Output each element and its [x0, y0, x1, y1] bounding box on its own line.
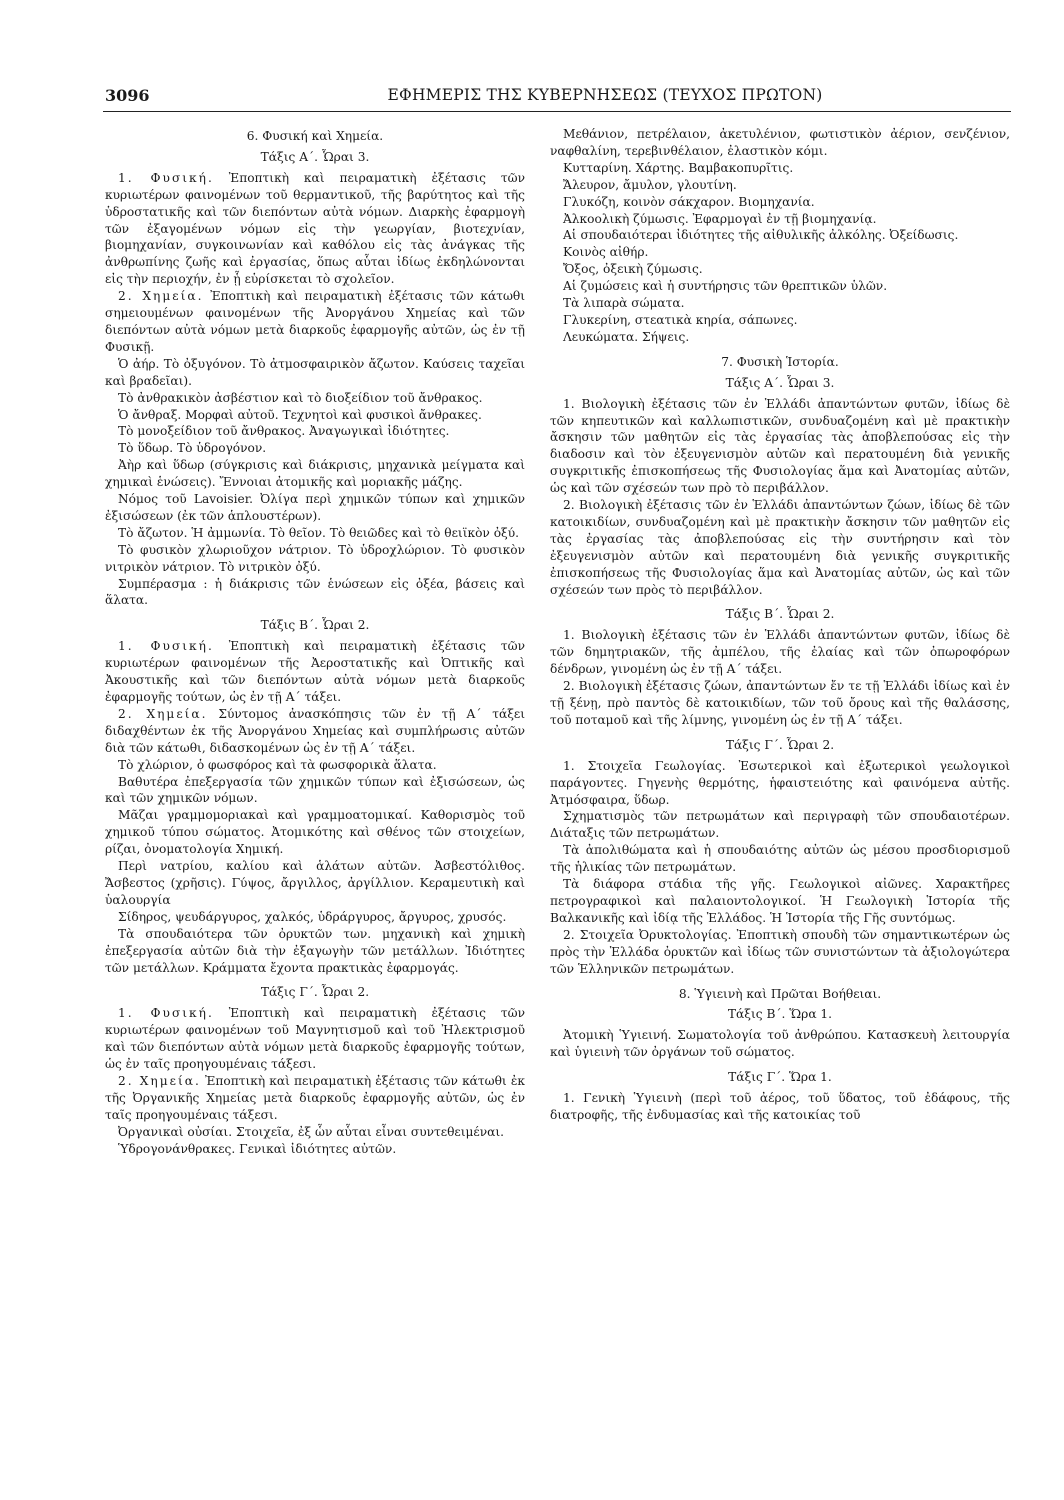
item-text: Ἐποπτικὴ καὶ πειραματικὴ ἐξέτασις τῶν κυριωτέρων φαινομένων τῆς Ἀεροστατικῆς καὶ Ὀπτικῆς καὶ Ἀκουστικῆς καὶ τῶν διεπόντων αὐτὰ νόμων μετὰ διαρκοῦς ἐφαρμογῆς τούτων, ὡς ἐν τῇ Α΄ τάξει. — [105, 639, 525, 704]
paragraph — [105, 1005, 525, 1073]
paragraph: 2. Βιολογικὴ ἐξέτασις τῶν ἐν Ἑλλάδι ἀπαντώντων ζώων, ἰδίως δὲ τῶν κατοικιδίων, συνδυαζομένη καὶ μὲ πρακτικὴν ἄσκησιν τῶν μαθητῶν εἰς τὰς ἐργασίας τὰς ἀποβλεπούσας εἰς τὴν συντήρησιν καὶ τὸν ἐξευγενισμὸν αὐτῶν καὶ περατουμένη διὰ γενικῆς συγκριτικῆς ἐπισκοπήσεως τῆς Φυσιολογίας ἅμα καὶ Ἀνατομίας αὐτῶν, ὡς καὶ τῶν σχέσεών των πρὸς τὸ περιβάλλον. — [550, 498, 1010, 597]
publication-title: ΕΦΗΜΕΡΙΣ ΤΗΣ ΚΥΒΕΡΝΗΣΕΩΣ (ΤΕΥΧΟΣ ΠΡΩΤΟΝ) — [387, 86, 823, 104]
paragraph: Τὸ μονοξείδιον τοῦ ἄνθρακος. Ἀναγωγικαὶ ἰδιότητες. — [118, 424, 450, 439]
paragraph: Τὸ χλώριον, ὁ φωσφόρος καὶ τὰ φωσφορικὰ ἅλατα. — [118, 757, 437, 772]
paragraph: Βαθυτέρα ἐπεξεργασία τῶν χημικῶν τύπων καὶ ἐξισώσεων, ὡς καὶ τῶν χημικῶν νόμων. — [105, 774, 525, 806]
item-text: Ἐποπτικὴ καὶ πειραματικὴ ἐξέτασις τῶν κάτωθι σημειουμένων φαινομένων τῆς Ἀνοργάνου Χημείας καὶ τῶν διεπόντων αὐτὰ νόμων μετὰ διαρκοῦς ἐφαρμογῆς αὐτῶν, ὡς ἐν τῇ Φυσικῇ. — [105, 289, 526, 354]
paragraph: Ἀτομικὴ Ὑγιεινή. Σωματολογία τοῦ ἀνθρώπου. Κατασκευὴ λειτουργία καὶ ὑγιεινὴ τῶν ὀργάνων τοῦ σώματος. — [550, 1028, 1010, 1060]
paragraph: Τὸ ἀνθρακικὸν ἀσβέστιον καὶ τὸ διοξείδιον τοῦ ἄνθρακος. — [118, 390, 483, 405]
section-title: 8. Ὑγιεινὴ καὶ Πρῶται Βοήθειαι. — [678, 986, 882, 1001]
paragraph: Τὰ λιπαρὰ σώματα. — [563, 296, 685, 311]
class-heading: Τάξις Γ΄. Ὧραι 2. — [260, 985, 370, 1000]
left-column — [105, 126, 525, 1157]
paragraph: Σίδηρος, ψευδάργυρος, χαλκός, ὑδράργυρος, ἄργυρος, χρυσός. — [118, 909, 507, 924]
page-number: 3096 — [105, 86, 150, 105]
item-label: 2. Χημεία. — [118, 706, 208, 721]
item-label: 1. Φυσική. — [118, 170, 214, 185]
class-heading: Τάξις Β΄. Ὧραι 2. — [725, 607, 835, 622]
paragraph: Ἀλκοολικὴ ζύμωσις. Ἐφαρμογαὶ ἐν τῇ βιομηχανίᾳ. — [563, 211, 877, 226]
paragraph: Συμπέρασμα : ἡ διάκρισις τῶν ἑνώσεων εἰς ὀξέα, βάσεις καὶ ἅλατα. — [105, 576, 525, 608]
paragraph: Τὰ ἀπολιθώματα καὶ ἡ σπουδαιότης αὐτῶν ὡς μέσου προσδιορισμοῦ τῆς ἡλικίας τῶν πετρωμάτων. — [550, 843, 1010, 875]
paragraph: Τὸ ἄζωτον. Ἡ ἀμμωνία. Τὸ θεῖον. Τὸ θειῶδες καὶ τὸ θειϊκὸν ὀξύ. — [118, 525, 520, 540]
paragraph — [105, 638, 525, 706]
paragraph: 1. Βιολογικὴ ἐξέτασις τῶν ἐν Ἑλλάδι ἀπαντώντων φυτῶν, ἰδίως δὲ τῶν δημητριακῶν, τῆς ἀμπέλου, τῆς ἐλαίας καὶ τῶν ὀπωροφόρων δένδρων, γινομένη ὡς ἐν τῇ Α΄ τάξει. — [550, 628, 1010, 677]
item-text: Ἐποπτικὴ καὶ πειραματικὴ ἐξέτασις τῶν κάτωθι ἐκ τῆς Ὀργανικῆς Χημείας μετὰ διαρκοῦς ἐφαρμογῆς αὐτῶν, ὡς ἐν ταῖς προηγουμέναις τάξεσι. — [105, 1073, 525, 1122]
item-text: Ἐποπτικὴ καὶ πειραματικὴ ἐξέτασις τῶν κυριωτέρων φαινομένων τοῦ θερμαντικοῦ, τῆς βαρύτητος καὶ τῆς ὑδροστατικῆς καὶ τῶν διεπόντων αὐτὰ νόμων. Διαρκὴς ἐφαρμογὴ τῶν ἐξαγομένων νόμων εἰς τὴν γεωργίαν, βιοτεχνίαν, βιομηχανίαν, συγκοινωνίαν καὶ καθόλου εἰς τὰς ἀνάγκας τῆς ἀνθρωπίνης ζωῆς καὶ ἐργασίας, ὅπως αὗται ἰδίως ἐκδηλώνονται εἰς τὴν περιοχήν, ἐν ᾗ εὑρίσκεται τὸ σχολεῖον. — [105, 170, 525, 287]
item-label: 2. Χημεία. — [118, 1073, 201, 1088]
paragraph — [105, 170, 525, 288]
paragraph: 1. Βιολογικὴ ἐξέτασις τῶν ἐν Ἑλλάδι ἀπαντώντων φυτῶν, ἰδίως δὲ τῶν κηπευτικῶν καὶ καλλωπιστικῶν, συνδυαζομένη καὶ μὲ πρακτικὴν ἄσκησιν τῶν μαθητῶν εἰς τὰς ἐργασίας τὰς ἀποβλεπούσας εἰς τὴν διαδοσιν καὶ τὸν ἐξευγενισμὸν αὐτῶν καὶ περατουμένη διὰ γενικῆς συγκριτικῆς ἐπισκοπήσεως τῆς Φυσιολογίας ἅμα καὶ Ἀνατομίας αὐτῶν, ὡς καὶ τῶν σχέσεών των πρὸ τὸ περιβάλλον. — [550, 396, 1010, 496]
paragraph: Ἄλευρον, ἄμυλον, γλουτίνη. — [563, 177, 737, 192]
paragraph: Σχηματισμὸς τῶν πετρωμάτων καὶ περιγραφὴ τῶν σπουδαιοτέρων. Διάταξις τῶν πετρωμάτων. — [550, 809, 1010, 841]
item-text: Σύντομος ἀνασκόπησις τῶν ἐν τῇ Α΄ τάξει διδαχθέντων ἐκ τῆς Ἀνοργάνου Χημείας καὶ συμπλήρωσις αὐτῶν διὰ τῶν κάτωθι, διδασκομένων ὡς ἐν τῇ Α΄ τάξει. — [105, 706, 526, 755]
paragraph: Γλυκόζη, κοινὸν σάκχαρον. Βιομηχανία. — [563, 194, 815, 209]
paragraph — [105, 706, 525, 757]
paragraph: Αἱ σπουδαιότεραι ἰδιότητες τῆς αἰθυλικῆς ἀλκόλης. Ὀξείδωσις. — [563, 228, 959, 243]
item-label: 1. Φυσική. — [118, 639, 214, 654]
paragraph: Ὑδρογονάνθρακες. Γενικαὶ ἰδιότητες αὐτῶν. — [118, 1141, 397, 1156]
paragraph: Λευκώματα. Σήψεις. — [563, 329, 690, 344]
class-heading: Τάξις Α΄. Ὧραι 3. — [260, 149, 370, 164]
paragraph: Νόμος τοῦ Lavoisier. Ὀλίγα περὶ χημικῶν τύπων καὶ χημικῶν ἐξισώσεων (ἐκ τῶν ἁπλουστέρων). — [105, 492, 525, 523]
class-heading: Τάξις Β΄. Ὥρα 1. — [727, 1007, 833, 1022]
paragraph: Κυτταρίνη. Χάρτης. Βαμβακοπυρῖτις. — [563, 160, 794, 175]
item-label: 2. Χημεία. — [118, 289, 204, 304]
paragraph: Γλυκερίνη, στεατικὰ κηρία, σάπωνες. — [563, 312, 798, 327]
paragraph: Κοινὸς αἰθήρ. — [563, 245, 649, 260]
paragraph: Τὰ διάφορα στάδια τῆς γῆς. Γεωλογικοὶ αἰῶνες. Χαρακτῆρες πετρογραφικοὶ καὶ παλαιοντολογικοί. Ἡ Γεωλογικὴ Ἱστορία τῆς Βαλκανικῆς καὶ ἰδίᾳ τῆς Ἑλλάδος. Ἡ Ἱστορία τῆς Γῆς συντόμως. — [550, 877, 1010, 925]
paragraph: Αἱ ζυμώσεις καὶ ἡ συντήρησις τῶν θρεπτικῶν ὑλῶν. — [563, 279, 888, 294]
page-header — [105, 86, 1010, 112]
item-label: 1. Φυσική. — [118, 1006, 214, 1021]
paragraph: Ὄξος, ὀξεικὴ ζύμωσις. — [563, 262, 703, 277]
right-column — [550, 126, 1010, 1124]
header-rule — [103, 111, 1011, 112]
paragraph: Περὶ νατρίου, καλίου καὶ ἁλάτων αὐτῶν. Ἀσβεστόλιθος. Ἄσβεστος (χρῆσις). Γύψος, ἄργιλλος, ἀργίλλιον. Κεραμευτικὴ καὶ ὑαλουργία — [105, 859, 525, 907]
paragraph: Μᾶζαι γραμμομοριακαὶ καὶ γραμμοατομικαί. Καθορισμὸς τοῦ χημικοῦ τύπου σώματος. Ἀτομικότης καὶ σθένος τῶν στοιχείων, ρίζαι, ὀνοματολογία Χημική. — [105, 808, 525, 857]
section-title: 7. Φυσικὴ Ἱστορία. — [721, 354, 839, 369]
paragraph: Μεθάνιον, πετρέλαιον, ἀκετυλένιον, φωτιστικὸν ἀέριον, σενζένιον, ναφθαλίνη, τερεβινθέλαιον, ἐλαστικὸν κόμι. — [550, 127, 1010, 158]
paragraph: Ὁ ἀήρ. Τὸ ὀξυγόνον. Τὸ ἀτμοσφαιρικὸν ἄζωτον. Καύσεις ταχεῖαι καὶ βραδεῖαι). — [105, 356, 525, 388]
section-title: 6. Φυσική καὶ Χημεία. — [246, 129, 384, 143]
paragraph — [105, 1073, 525, 1124]
paragraph: 2. Βιολογικὴ ἐξέτασις ζώων, ἀπαντώντων ἔν τε τῇ Ἑλλάδι ἰδίως καὶ ἐν τῇ ξένῃ, πρὸ παντὸς δὲ κατοικιδίων, τῶν τοῦ ὄρους καὶ τῆς θαλάσσης, τοῦ ποταμοῦ καὶ τῆς λίμνης, γινομένη ὡς ἐν τῇ Α΄ τάξει. — [550, 679, 1010, 727]
class-heading: Τάξις Α΄. Ὧραι 3. — [725, 375, 835, 390]
class-heading: Τάξις Γ΄. Ὥρα 1. — [728, 1070, 832, 1085]
paragraph: Τὰ σπουδαιότερα τῶν ὀρυκτῶν των. μηχανικὴ καὶ χημικὴ ἐπεξεργασία αὐτῶν διὰ τὴν ἐξαγωγὴν τῶν μετάλλων. Ἰδιότητες τῶν μετάλλων. Κράμματα ἔχοντα πρακτικὰς ἐφαρμογάς. — [105, 926, 525, 975]
class-heading: Τάξις Β΄. Ὧραι 2. — [260, 618, 370, 633]
class-heading: Τάξις Γ΄. Ὧραι 2. — [725, 737, 835, 752]
paragraph: Ὁ ἄνθραξ. Μορφαὶ αὐτοῦ. Τεχνητοὶ καὶ φυσικοὶ ἄνθρακες. — [118, 407, 482, 422]
paragraph: Ὀργανικαὶ οὐσίαι. Στοιχεῖα, ἐξ ὧν αὗται εἶναι συντεθειμέναι. — [118, 1124, 505, 1139]
paragraph: 1. Στοιχεῖα Γεωλογίας. Ἐσωτερικοὶ καὶ ἐξωτερικοὶ γεωλογικοὶ παράγοντες. Γηγενὴς θερμότης, ἡφαιστειότης καὶ φαινόμενα αὐτῆς. Ἀτμόσφαιρα, ὕδωρ. — [550, 758, 1010, 807]
paragraph: Τὸ φυσικὸν χλωριοῦχον νάτριον. Τὸ ὑδροχλώριον. Τὸ φυσικὸν νιτρικὸν νάτριον. Τὸ νιτρικὸν ὀξύ. — [105, 542, 525, 574]
item-text: Ἐποπτικὴ καὶ πειραματικὴ ἐξέτασις τῶν κυριωτέρων φαινομένων τοῦ Μαγνητισμοῦ καὶ τοῦ Ἠλεκτρισμοῦ καὶ τῶν διεπόντων αὐτὰ νόμων μετὰ διαρκοῦς ἐφαρμογῆς τούτων, ὡς ἐν ταῖς προηγουμέναις τάξεσι. — [105, 1006, 525, 1072]
paragraph: Τὸ ὕδωρ. Τὸ ὑδρογόνον. — [118, 441, 267, 456]
paragraph: Ἀὴρ καὶ ὕδωρ (σύγκρισις καὶ διάκρισις, μηχανικὰ μείγματα καὶ χημικαὶ ἑνώσεις). Ἔννοιαι ἀτομικῆς καὶ μοριακῆς μάζης. — [105, 458, 525, 490]
paragraph — [105, 288, 525, 356]
paragraph: 1. Γενικὴ Ὑγιεινὴ (περὶ τοῦ ἀέρος, τοῦ ὕδατος, τοῦ ἐδάφους, τῆς διατροφῆς, τῆς ἐνδυμασίας καὶ τῆς κατοικίας τοῦ — [550, 1091, 1010, 1122]
paragraph: 2. Στοιχεῖα Ὀρυκτολογίας. Ἐποπτικὴ σπουδὴ τῶν σημαντικωτέρων ὡς πρὸς τὴν Ἑλλάδα ὀρυκτῶν καὶ ἰδίως τῶν συνιστώντων τὰ ἀξιολογώτερα τῶν Ἑλληνικῶν πετρωμάτων. — [550, 927, 1010, 976]
